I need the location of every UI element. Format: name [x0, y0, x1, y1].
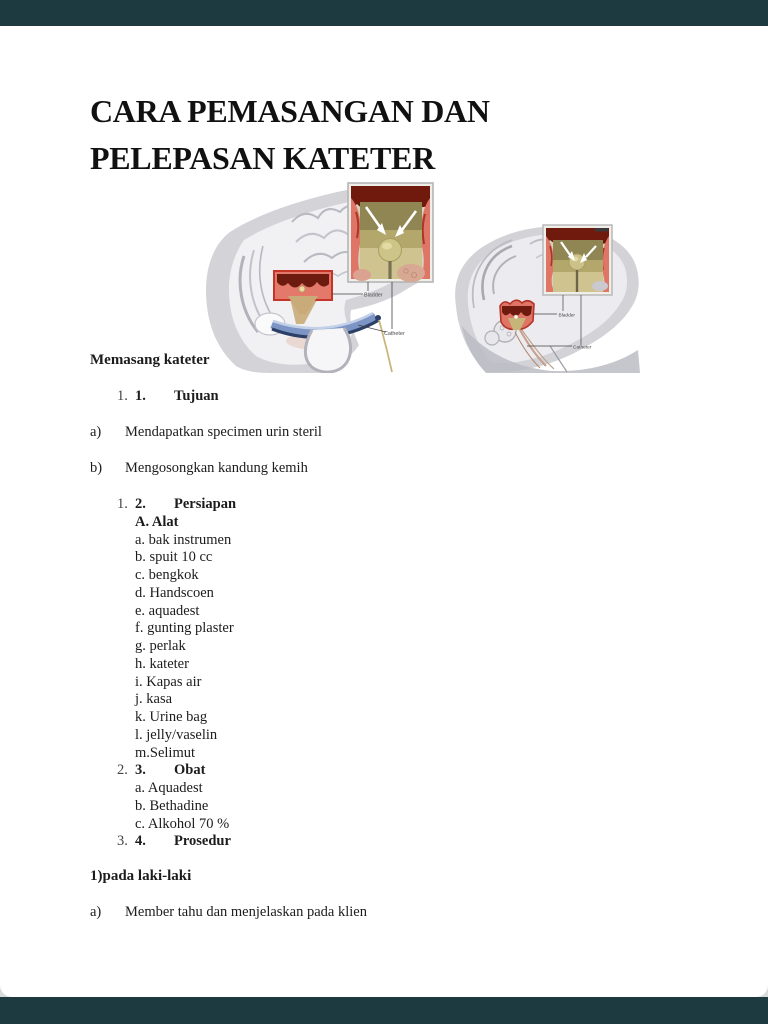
- outer-list-number: 3.: [117, 833, 128, 850]
- outer-list-number: 1.: [117, 388, 128, 404]
- alat-item: l. jelly/vaselin: [135, 726, 218, 743]
- laki-item-a: [90, 904, 690, 922]
- outer-list-number: 1.: [117, 496, 128, 512]
- alat-item: b. spuit 10 cc: [135, 549, 213, 566]
- male-catheter-label: Catheter: [384, 331, 405, 337]
- alat-item: f. gunting plaster: [135, 620, 234, 637]
- male-bladder-label: Bladder: [364, 292, 383, 299]
- list-heading-tujuan: [90, 388, 690, 406]
- alat-item: h. kateter: [135, 655, 189, 672]
- heading-memasang-kateter: Memasang kateter: [90, 352, 210, 368]
- alat-item: a. bak instrumen: [135, 531, 232, 548]
- tujuan-item-b: [90, 460, 690, 478]
- item-marker: a): [90, 424, 102, 440]
- inner-list-number: 1.: [135, 388, 146, 404]
- heading-pada-laki-laki: 1)pada laki-laki: [90, 868, 192, 884]
- page-title-line2: PELEPASAN KATETER: [90, 140, 435, 176]
- persiapan-label: Persiapan: [174, 496, 237, 512]
- female-inset-closeup: [543, 225, 612, 295]
- female-bladder-highlight: [500, 300, 534, 330]
- page-title-line1: CARA PEMASANGAN DAN: [90, 93, 490, 129]
- female-catheter-label: Catheter: [573, 345, 592, 351]
- item-marker: a): [90, 904, 102, 920]
- female-bladder-label: Bladder: [558, 313, 576, 319]
- obat-item: a. Aquadest: [135, 780, 203, 796]
- alat-item: d. Handscoen: [135, 584, 214, 601]
- persiapan-obat-prosedur-block: [90, 496, 690, 851]
- alat-item: c. bengkok: [135, 567, 199, 583]
- catheter-anatomy-figure: [200, 178, 640, 373]
- alat-item: i. Kapas air: [135, 673, 202, 690]
- page-title: [90, 88, 650, 182]
- item-text: Member tahu dan menjelaskan pada klien: [125, 904, 367, 920]
- viewer-top-bar: [0, 0, 768, 26]
- obat-item: b. Bethadine: [135, 797, 209, 814]
- inner-list-number: 4.: [135, 833, 146, 850]
- viewer-bottom-bar: [0, 997, 768, 1024]
- list-heading-persiapan: [90, 496, 690, 514]
- alat-item: g. perlak: [135, 638, 186, 654]
- obat-label: Obat: [174, 762, 206, 779]
- alat-subheading: A. Alat: [135, 513, 179, 530]
- inner-list-number: 3.: [135, 762, 146, 779]
- alat-item: m.Selimut: [135, 744, 196, 761]
- tujuan-item-a: [90, 424, 690, 442]
- alat-item: e. aquadest: [135, 602, 200, 619]
- tujuan-label: Tujuan: [174, 388, 219, 404]
- female-pelvis-illustration: [455, 225, 640, 373]
- alat-item: k. Urine bag: [135, 709, 208, 725]
- item-text: Mendapatkan specimen urin steril: [125, 424, 322, 440]
- outer-list-number: 2.: [117, 762, 128, 779]
- male-inset-closeup: [348, 183, 433, 282]
- list-heading-obat: [90, 762, 690, 780]
- inner-list-number: 2.: [135, 496, 146, 512]
- list-heading-prosedur: [90, 833, 690, 851]
- prosedur-label: Prosedur: [174, 833, 231, 850]
- item-text: Mengosongkan kandung kemih: [125, 460, 308, 476]
- male-pelvis-illustration: [206, 183, 433, 373]
- alat-item: j. kasa: [135, 691, 173, 708]
- obat-item: c. Alkohol 70 %: [135, 815, 230, 832]
- item-marker: b): [90, 460, 103, 476]
